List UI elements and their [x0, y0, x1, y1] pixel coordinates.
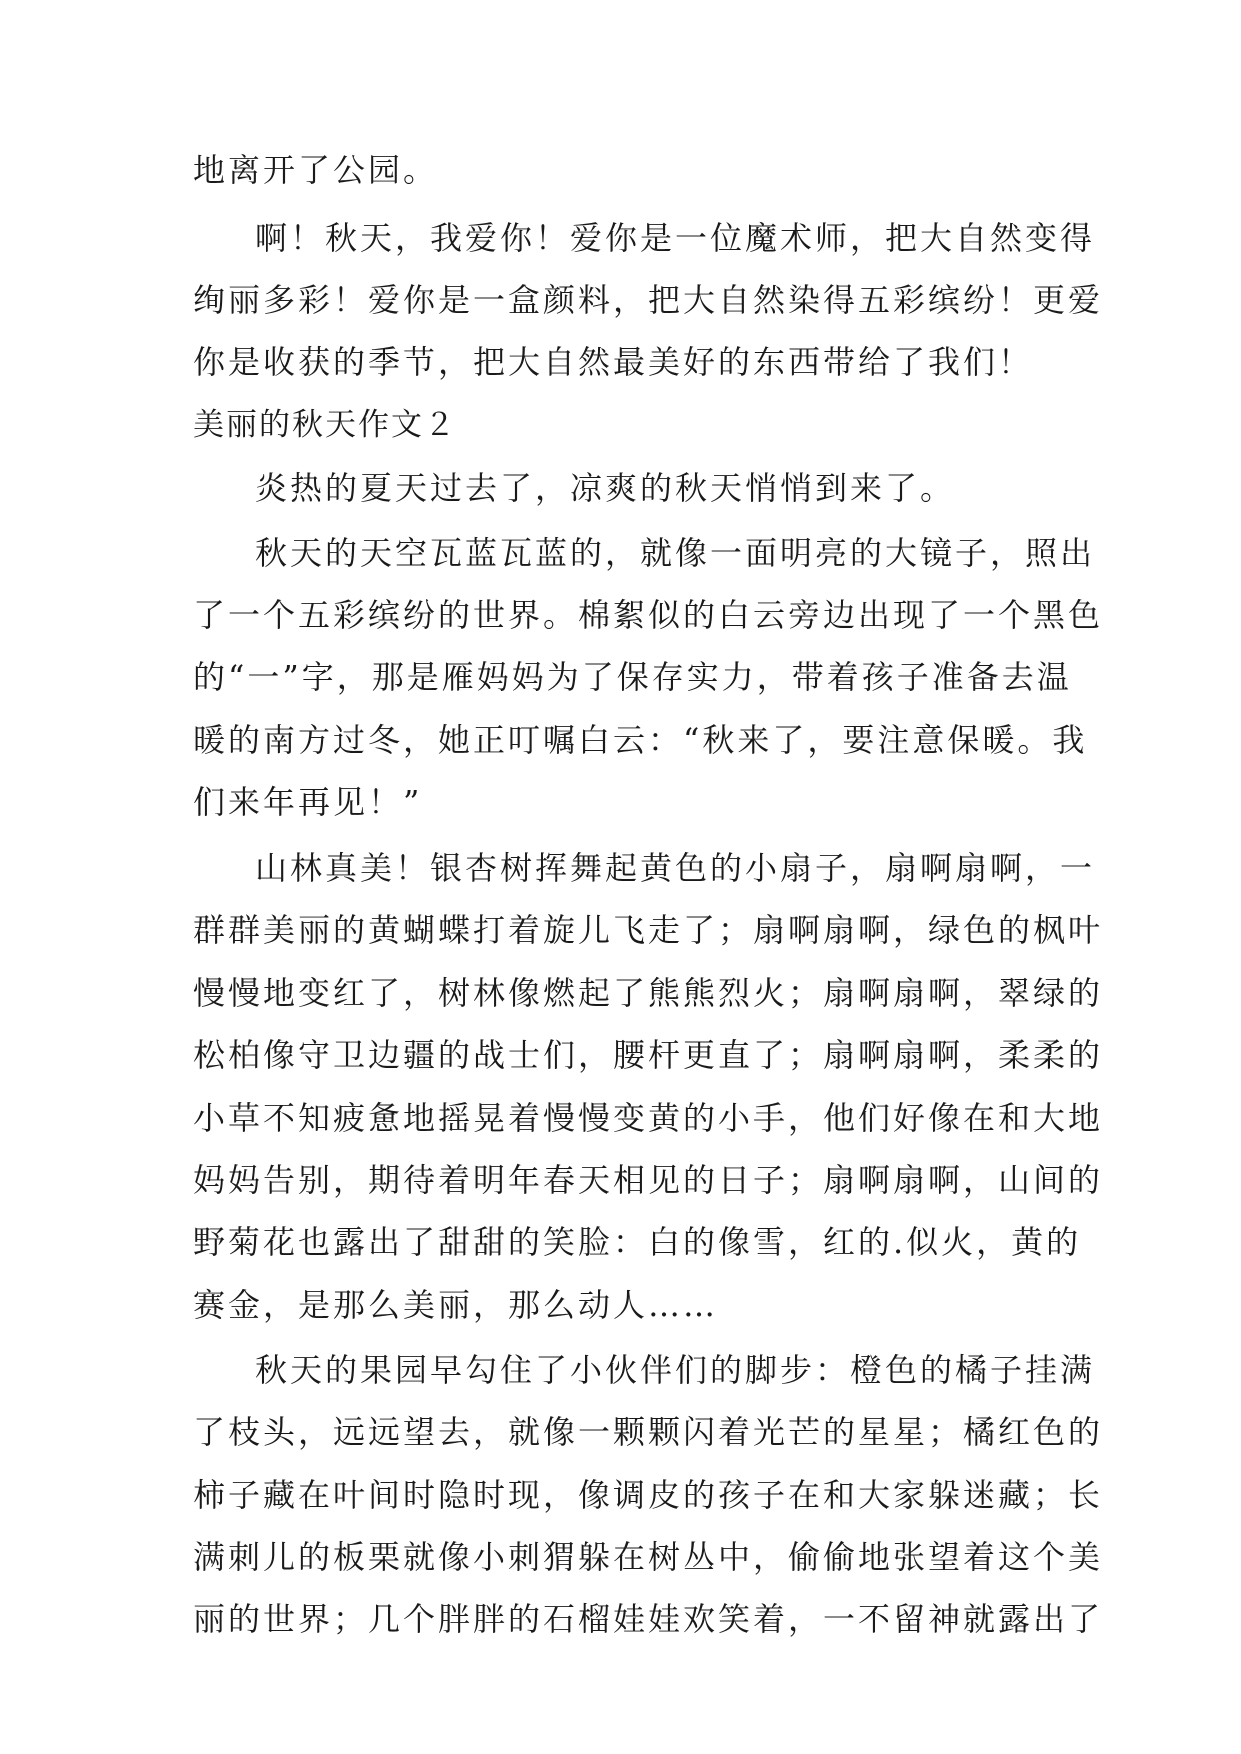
- text-line: 绚丽多彩！爱你是一盒颜料，把大自然染得五彩缤纷！更爱: [193, 281, 1104, 319]
- text-line: 群群美丽的黄蝴蝶打着旋儿飞走了；扇啊扇啊，绿色的枫叶: [193, 911, 1104, 949]
- text-line: 慢慢地变红了，树林像燃起了熊熊烈火；扇啊扇啊，翠绿的: [193, 974, 1104, 1012]
- text-line: 地离开了公园。: [193, 151, 439, 189]
- text-line: 了枝头，远远望去，就像一颗颗闪着光芒的星星；橘红色的: [193, 1413, 1104, 1451]
- text-line: 你是收获的季节，把大自然最美好的东西带给了我们！: [193, 343, 1034, 381]
- text-line: 赛金，是那么美丽，那么动人……: [193, 1286, 719, 1324]
- text-line: 野菊花也露出了甜甜的笑脸：白的像雪，红的.似火，黄的: [193, 1223, 1082, 1261]
- paragraph-first-line: 山林真美！银杏树挥舞起黄色的小扇子，扇啊扇啊，一: [255, 849, 1096, 887]
- text-line: 妈妈告别，期待着明年春天相见的日子；扇啊扇啊，山间的: [193, 1161, 1104, 1199]
- paragraph-first-line: 秋天的果园早勾住了小伙伴们的脚步：橙色的橘子挂满: [255, 1351, 1096, 1389]
- text-line: 的“一”字，那是雁妈妈为了保存实力，带着孩子准备去温: [193, 658, 1072, 696]
- text-line: 柿子藏在叶间时隐时现，像调皮的孩子在和大家躲迷藏；长: [193, 1476, 1104, 1514]
- text-line: 小草不知疲惫地摇晃着慢慢变黄的小手，他们好像在和大地: [193, 1099, 1104, 1137]
- section-heading: 美丽的秋天作文２: [193, 407, 457, 443]
- text-line: 满刺儿的板栗就像小刺猬躲在树丛中，偷偷地张望着这个美: [193, 1538, 1104, 1576]
- paragraph-first-line: 啊！秋天，我爱你！爱你是一位魔术师，把大自然变得: [255, 219, 1096, 257]
- paragraph-first-line: 炎热的夏天过去了，凉爽的秋天悄悄到来了。: [255, 469, 956, 507]
- text-line: 们来年再见！”: [193, 783, 423, 821]
- text-line: 松柏像守卫边疆的战士们，腰杆更直了；扇啊扇啊，柔柔的: [193, 1036, 1104, 1074]
- text-line: 丽的世界；几个胖胖的石榴娃娃欢笑着，一不留神就露出了: [193, 1600, 1104, 1638]
- text-line: 了一个五彩缤纷的世界。棉絮似的白云旁边出现了一个黑色: [193, 596, 1104, 634]
- paragraph-first-line: 秋天的天空瓦蓝瓦蓝的，就像一面明亮的大镜子，照出: [255, 534, 1096, 572]
- text-line: 暖的南方过冬，她正叮嘱白云：“秋来了，要注意保暖。我: [193, 721, 1088, 759]
